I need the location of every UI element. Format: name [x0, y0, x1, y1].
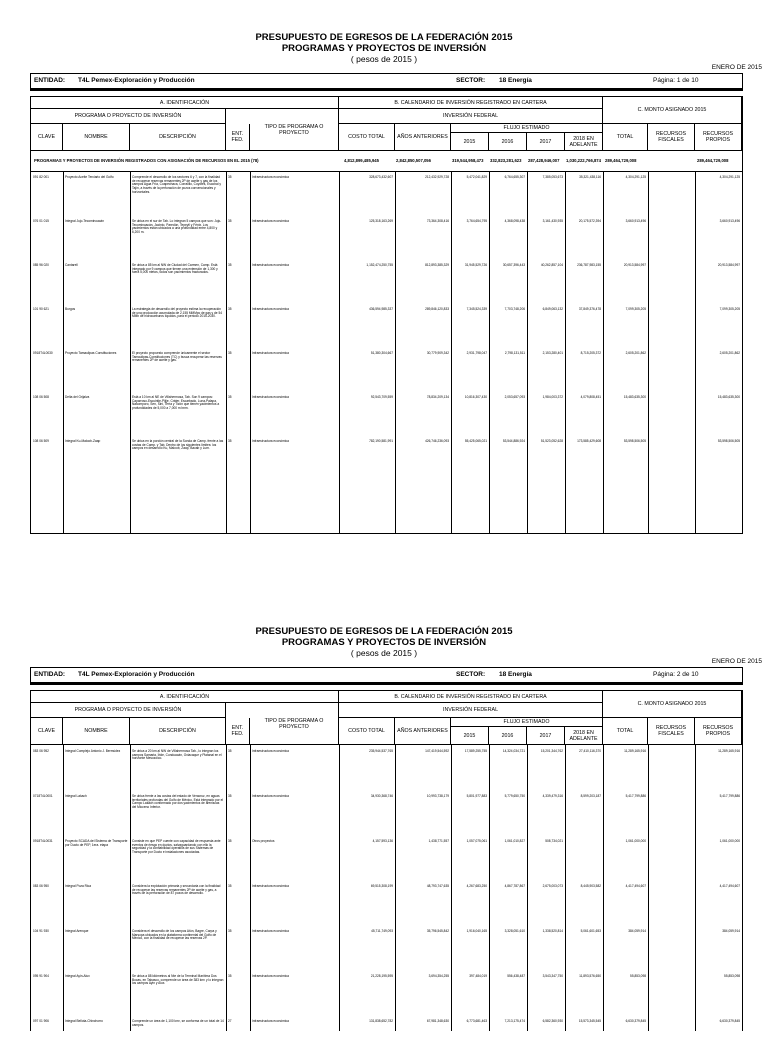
cell-clave: 0918T4L0030	[33, 351, 53, 355]
table-row	[31, 305, 742, 349]
cell-anios: 67,981,348,630	[426, 1019, 449, 1023]
cell-nombre: Integral Poza Rica	[65, 884, 92, 888]
cell-ent: 35	[228, 351, 232, 355]
cell-anios: 212,432,929,728	[425, 175, 449, 179]
cell-tipo: Infraestructura económica	[252, 1019, 289, 1023]
cell-tipo: Infraestructura económica	[252, 307, 289, 311]
col-fiscales: RECURSOS FISCALES	[648, 124, 695, 151]
cell-ent: 35	[228, 263, 232, 267]
cell-2016: 1,061,010,827	[504, 839, 525, 843]
cell-costo: 131,838,652,782	[369, 1019, 393, 1023]
header-calendar: B. CALENDARIO DE INVERSIÓN REGISTRADO EN CARTERA	[339, 691, 603, 703]
header-monto: C. MONTO ASIGNADO 2015	[603, 97, 742, 124]
cell-2018: 8,715,205,372	[580, 351, 601, 355]
header-identification: A. IDENTIFICACIÓN	[31, 97, 339, 109]
cell-2018: 27,410,116,370	[579, 749, 601, 753]
section-propios: 289,464,729,008	[697, 158, 729, 163]
cell-2017: 6,849,063,132	[542, 307, 563, 311]
cell-2016: 53,544,886,924	[502, 439, 525, 443]
page-title: PRESUPUESTO DE EGRESOS DE LA FEDERACIÓN 2015	[255, 626, 513, 637]
col-2016: 2016	[489, 727, 527, 745]
cell-descripcion: Comprende un área de 1,100 km², se conforma de un total de 14 campos.	[132, 1019, 224, 1027]
cell-costo: 45,711,749,093	[371, 929, 393, 933]
col-descripcion: DESCRIPCIÓN	[130, 718, 226, 745]
cell-ent: 35	[228, 749, 232, 753]
cell-descripcion: Comprende el desarrollo de los sectores 6 y 7, con la finalidad de recuperar reservas remanentes 2P de aceite y gas de los campos Agua Fría, Coapechaca, Corralillo, Coyotes, Escobal y Tajín, a través de la perforación de pozos convencionales y horizontales.	[132, 175, 221, 194]
cell-propios: 55,853,098	[724, 974, 740, 978]
section-2016: 332,823,281,623	[490, 158, 522, 163]
col-costo: COSTO TOTAL	[339, 124, 395, 151]
sector-value: 18 Energía	[499, 77, 532, 84]
col-costo: COSTO TOTAL	[339, 718, 395, 745]
cell-clave: 0918T4L0031	[33, 839, 53, 843]
cell-propios: 6,630,379,845	[719, 1019, 740, 1023]
cell-total: 53,598,506,505	[623, 439, 646, 443]
col-total: TOTAL	[603, 124, 648, 151]
cell-descripcion: Se ubica en el sur de Tab. Lo integran 5 campos que son: Jujo-Tecominoacán, Jacinto, Paredón, Tepeyil y Fénix. Los yacimientos están ubicados a una profundidad entre 4,800 y 6,200 m.	[132, 219, 222, 235]
header-calendar: B. CALENDARIO DE INVERSIÓN REGISTRADO EN CARTERA	[339, 97, 603, 109]
cell-propios: 4,417,494,607	[719, 884, 740, 888]
cell-anios: 426,746,236,093	[425, 439, 449, 443]
table-row	[31, 217, 742, 261]
entity-value: T4L Pemex-Exploración y Producción	[78, 671, 195, 678]
cell-2016: 7,213,175,474	[504, 1019, 525, 1023]
cell-2016: 2,053,657,093	[504, 395, 525, 399]
currency-note: ( pesos de 2015 )	[350, 54, 418, 64]
cell-2015: 55,425,065,021	[464, 439, 487, 443]
col-nombre: NOMBRE	[63, 124, 130, 151]
section-2017: 287,428,946,007	[528, 158, 560, 163]
cell-2016: 5,779,650,750	[504, 794, 525, 798]
cell-nombre: Delta del Grijalva	[65, 395, 90, 399]
col-2018: 2018 EN ADELANTE	[565, 727, 603, 745]
cell-total: 11,289,165,916	[624, 749, 646, 753]
sector-label: SECTOR:	[456, 77, 486, 84]
cell-2017: 6,582,360,930	[542, 1019, 563, 1023]
cell-nombre: Integral Bellota-Chinchorro	[65, 1019, 103, 1023]
header-tipo: TIPO DE PROGRAMA O PROYECTO	[250, 703, 339, 745]
cell-2015: 31,945,529,726	[464, 263, 487, 267]
cell-tipo: Infraestructura económica	[252, 929, 289, 933]
page-1-title-block	[0, 32, 768, 64]
col-propios: RECURSOS PROPIOS	[695, 124, 742, 151]
budget-table	[30, 690, 743, 1031]
cell-2015: 1,057,075,061	[466, 839, 487, 843]
cell-clave: 076 01 015	[33, 219, 49, 223]
cell-2015: 17,589,255,755	[464, 749, 487, 753]
cell-nombre: Proyecto Tamaulipas Constituciones	[65, 351, 117, 355]
cell-2018: 173,585,429,608	[577, 439, 601, 443]
cell-2017: 2,675,003,073	[542, 884, 563, 888]
cell-costo: 4,157,593,136	[372, 839, 393, 843]
cell-propios: 5,417,799,886	[719, 794, 740, 798]
table-row	[31, 927, 742, 972]
date-label: ENERO DE 2015	[711, 64, 762, 71]
cell-clave: 083 06 952	[33, 749, 49, 753]
cell-2017: 15,201,344,762	[540, 749, 563, 753]
col-fiscales: RECURSOS FISCALES	[648, 718, 695, 745]
table-row	[31, 747, 742, 792]
cell-nombre: Integral Ku-Maloob-Zaap	[65, 439, 101, 443]
cell-2016: 30,657,396,443	[502, 263, 525, 267]
cell-tipo: Infraestructura económica	[252, 395, 289, 399]
entity-label: ENTIDAD:	[34, 671, 66, 678]
cell-tipo: Infraestructura económica	[252, 974, 289, 978]
entity-bar	[30, 73, 743, 91]
cell-ent: 35	[228, 395, 232, 399]
cell-descripcion: Se ubica a 20 km al NW de Villahermosa Tab., lo integran los campos Samaria, Íride, Cunduacán, Oxiacaque y Platanal en el horizonte Mesozoico.	[132, 749, 222, 761]
cell-2018: 8,599,203,187	[580, 794, 601, 798]
page-subtitle: PROGRAMAS Y PROYECTOS DE INVERSIÓN	[281, 43, 487, 54]
cell-2015: 397,484,019	[469, 974, 487, 978]
col-propios: RECURSOS PROPIOS	[695, 718, 742, 745]
cell-ent: 35	[228, 175, 232, 179]
col-clave: CLAVE	[31, 718, 63, 745]
cell-descripcion: El proyecto propuesto comprende únicamente el sector Tamaulipas-Constituciones (TC) y busca recuperar las reservas remanentes 2P de aceite y gas.	[132, 351, 222, 363]
cell-nombre: Integral Arenque	[65, 929, 89, 933]
cell-propios: 4,304,291,125	[719, 175, 740, 179]
cell-descripcion: Se ubica a 85 km al NW de Ciudad del Carmen, Camp. Está integrado por 9 campos que tienen una extensión de 1,300 y fuera 5,000 ntetos, todos son yacimientos fracturados.	[132, 263, 218, 275]
cell-ent: 35	[228, 307, 232, 311]
header-program: PROGRAMA O PROYECTO DE INVERSIÓN	[31, 109, 226, 124]
cell-nombre: Integral Complejo Antonio J. Bermúdez	[65, 749, 121, 753]
cell-2018: 35,321,438,116	[579, 175, 601, 179]
currency-note: ( pesos de 2015 )	[350, 648, 418, 658]
cell-total: 4,304,291,125	[625, 175, 646, 179]
col-2017: 2017	[527, 727, 565, 745]
cell-tipo: Infraestructura económica	[252, 351, 289, 355]
cell-anios: 48,793,747,635	[426, 884, 449, 888]
cell-descripcion: Se ubica frente a las costas del estado de Veracruz, en aguas territoriales profundas del Golfo de México. Está integrado por el Campo Lakach conformado por dos yacimientos de areniscas del Mioceno Inferior.	[132, 794, 224, 810]
cell-propios: 15,483,635,300	[717, 395, 740, 399]
section-2015: 319,544,958,473	[452, 158, 484, 163]
cell-anios: 289,846,120,833	[425, 307, 449, 311]
header-tipo: TIPO DE PROGRAMA O PROYECTO	[250, 109, 339, 151]
cell-anios: 1,438,771,557	[428, 839, 449, 843]
col-anios: AÑOS ANTERIORES	[395, 718, 451, 745]
cell-clave: 101 90 621	[33, 307, 49, 311]
cell-tipo: Infraestructura económica	[252, 794, 289, 798]
cell-ent: 35	[228, 219, 232, 223]
cell-2018: 11,893,576,650	[579, 974, 601, 978]
cell-2015: 5,472,041,829	[466, 175, 487, 179]
cell-anios: 147,419,544,592	[425, 749, 449, 753]
cell-tipo: Otros proyectos	[252, 839, 275, 843]
col-total: TOTAL	[603, 718, 648, 745]
cell-2015: 4,267,683,250	[466, 884, 487, 888]
col-descripcion: DESCRIPCIÓN	[130, 124, 226, 151]
cell-2015: 5,801,977,883	[466, 794, 487, 798]
table-row	[31, 972, 742, 1017]
section-label: PROGRAMAS Y PROYECTOS DE INVERSIÓN REGISTRADOS CON ASIGNACIÓN DE RECURSOS EN EL 2015 (78)	[34, 158, 259, 163]
cell-clave: 097 01 906	[33, 1019, 49, 1023]
section-anios: 2,842,850,507,056	[396, 158, 431, 163]
cell-2018: 236,787,983,155	[577, 263, 601, 267]
cell-ent: 35	[228, 974, 232, 978]
cell-2017: 7,385,053,673	[542, 175, 563, 179]
cell-2016: 14,324,034,721	[502, 749, 525, 753]
table-row	[31, 437, 742, 481]
cell-clave: 085 96 020	[33, 263, 49, 267]
cell-costo: 328,673,432,607	[369, 175, 393, 179]
cell-costo: 34,930,368,746	[370, 794, 393, 798]
cell-2018: 5,061,601,653	[580, 929, 601, 933]
cell-2017: 1,338,520,814	[542, 929, 563, 933]
cell-2017: 508,734,021	[545, 839, 563, 843]
section-row	[31, 151, 742, 172]
cell-tipo: Infraestructura económica	[252, 439, 289, 443]
cell-propios: 7,099,305,205	[719, 307, 740, 311]
entity-value: T4L Pemex-Exploración y Producción	[78, 77, 195, 84]
cell-2017: 3,543,347,750	[542, 974, 563, 978]
entity-bar	[30, 667, 743, 685]
cell-2016: 556,438,487	[507, 974, 525, 978]
cell-ent: 35	[228, 884, 232, 888]
cell-2017: 2,153,280,401	[542, 351, 563, 355]
cell-total: 55,853,098	[630, 974, 646, 978]
cell-2016: 4,867,787,867	[504, 884, 525, 888]
table-row	[31, 792, 742, 837]
cell-costo: 436,594,985,337	[369, 307, 393, 311]
cell-costo: 235,944,537,765	[369, 749, 393, 753]
cell-total: 20,913,584,997	[623, 263, 646, 267]
cell-2017: 3,161,430,935	[542, 219, 563, 223]
cell-costo: 92,543,709,559	[370, 395, 393, 399]
cell-descripcion: Considera el desarrollo de los campos Atún, Bagre, Carpa y Marsopa ubicados en la plataforma continental del Golfo de México, con la finalidad de recuperar las reservas 2P.	[132, 929, 217, 941]
page-2	[0, 512, 768, 1027]
cell-2015: 7,345,524,339	[466, 307, 487, 311]
header-invfed: INVERSIÓN FEDERAL	[339, 703, 603, 718]
col-2017: 2017	[527, 133, 565, 151]
cell-total: 2,605,201,862	[625, 351, 646, 355]
cell-2016: 3,328,051,610	[504, 929, 525, 933]
page-2-title-block	[0, 626, 768, 658]
col-2015: 2015	[451, 133, 489, 151]
cell-descripcion: Consiste en que PEP cuente con capacidad de respuesta ante eventos de riesgo en ductos, salvaguardando con ello la seguridad y la confiabilidad operativa de sus Sistemas de Transporte por Ducto e instalaciones asociadas.	[132, 839, 221, 855]
cell-2018: 20,175,572,394	[578, 219, 601, 223]
header-monto: C. MONTO ASIGNADO 2015	[603, 691, 742, 718]
section-total: 289,464,729,008	[605, 158, 637, 163]
col-2016: 2016	[489, 133, 527, 151]
cell-ent: 35	[228, 794, 232, 798]
col-2018: 2018 EN ADELANTE	[565, 133, 603, 151]
cell-clave: 108 06 508	[33, 395, 49, 399]
cell-costo: 1,152,474,250,755	[366, 263, 393, 267]
cell-total: 15,483,635,300	[623, 395, 646, 399]
cell-total: 5,417,799,886	[625, 794, 646, 798]
col-anios: AÑOS ANTERIORES	[395, 124, 451, 151]
cell-clave: 091 82 001	[33, 175, 49, 179]
col-clave: CLAVE	[31, 124, 63, 151]
cell-clave: 104 91 930	[33, 929, 49, 933]
cell-ent: 35	[228, 929, 232, 933]
section-2018: 1,030,222,766,874	[566, 158, 601, 163]
cell-2018: 4,079,808,451	[580, 395, 601, 399]
col-nombre: NOMBRE	[63, 718, 130, 745]
cell-2015: 1,916,040,165	[466, 929, 487, 933]
cell-2015: 2,931,798,047	[466, 351, 487, 355]
cell-anios: 3,694,354,255	[428, 974, 449, 978]
cell-clave: 095 91 904	[33, 974, 49, 978]
cell-ent: 27	[228, 1019, 232, 1023]
cell-clave: 108 06 509	[33, 439, 49, 443]
cell-total: 3,660,913,496	[625, 219, 646, 223]
table-row	[31, 173, 742, 217]
cell-propios: 3,660,913,496	[719, 219, 740, 223]
page-subtitle: PROGRAMAS Y PROYECTOS DE INVERSIÓN	[281, 637, 487, 648]
cell-anios: 35,796,545,842	[426, 929, 449, 933]
cell-ent: 35	[228, 439, 232, 443]
table-row	[31, 882, 742, 927]
cell-costo: 125,318,163,269	[369, 219, 393, 223]
table-row	[31, 349, 742, 393]
table-row	[31, 837, 742, 882]
cell-nombre: Proyecto SCADA del Sistema de Transporte por Ducto de PEP, 1era. etapa	[65, 839, 128, 847]
cell-2018: 15,573,345,545	[578, 1019, 601, 1023]
cell-clave: 083 06 950	[33, 884, 49, 888]
cell-propios: 53,598,506,505	[717, 439, 740, 443]
cell-nombre: Integral Jujo-Tecominoacán	[65, 219, 104, 223]
sector-label: SECTOR:	[456, 671, 486, 678]
cell-nombre: Proyecto Aceite Terciario del Golfo	[65, 175, 114, 179]
cell-descripcion: La estrategia de desarrollo del proyecto estima la recuperación de una producción acumulada de 2,155 MMMpc de gas y de 54 MMb de hidrocarburos líquidos, para el periodo 2015-2030.	[132, 307, 223, 319]
cell-tipo: Infraestructura económica	[252, 263, 289, 267]
cell-2015: 6,773,681,463	[466, 1019, 487, 1023]
cell-costo: 51,380,304,667	[370, 351, 393, 355]
cell-total: 384,059,914	[628, 929, 646, 933]
header-flujo: FLUJO ESTIMADO	[451, 124, 603, 133]
cell-descripcion: Considera la explotación primaria y secundaria con la finalidad de recuperar las reservas remanentes 2P de aceite y gas, a través de la perforación de 87 pozos de desarrollo.	[132, 884, 221, 896]
cell-2018: 8,445,903,582	[580, 884, 601, 888]
cell-costo: 782,190,581,991	[369, 439, 393, 443]
cell-anios: 10,993,738,179	[426, 794, 449, 798]
cell-total: 4,417,494,607	[625, 884, 646, 888]
col-ent: ENT. FED.	[226, 718, 250, 745]
col-ent: ENT. FED.	[226, 124, 250, 151]
table-row	[31, 393, 742, 437]
cell-tipo: Infraestructura económica	[252, 175, 289, 179]
table-row	[31, 261, 742, 305]
cell-2017: 4,339,479,316	[542, 794, 563, 798]
cell-2016: 4,368,098,438	[504, 219, 525, 223]
cell-2015: 10,816,307,430	[464, 395, 487, 399]
date-label: ENERO DE 2015	[711, 658, 762, 665]
cell-anios: 30,779,909,342	[426, 351, 449, 355]
page-1	[0, 0, 768, 512]
header-flujo: FLUJO ESTIMADO	[451, 718, 603, 727]
cell-2016: 2,798,131,511	[504, 351, 525, 355]
header-identification: A. IDENTIFICACIÓN	[31, 691, 339, 703]
section-costo: 4,812,899,485,945	[344, 158, 379, 163]
cell-ent: 35	[228, 839, 232, 843]
cell-nombre: Integral Ayin-Alux	[65, 974, 90, 978]
header-program: PROGRAMA O PROYECTO DE INVERSIÓN	[31, 703, 226, 718]
page-title: PRESUPUESTO DE EGRESOS DE LA FEDERACIÓN 2015	[255, 32, 513, 43]
cell-propios: 1,061,000,000	[719, 839, 740, 843]
cell-costo: 69,515,308,199	[370, 884, 393, 888]
entity-label: ENTIDAD:	[34, 77, 66, 84]
page-number: Página: 2 de 10	[653, 671, 699, 678]
cell-2017: 1,984,003,372	[542, 395, 563, 399]
cell-descripcion: Se ubica en la porción central de la Sonda de Camp. frente a las costas de Camp. y Tab. Dentro de los siguientes límites: los campos en desarrollo Ku, Maloob, Zaap, Bacab y Lum.	[132, 439, 224, 451]
cell-anios: 78,834,209,134	[426, 395, 449, 399]
cell-2018: 37,849,376,478	[578, 307, 601, 311]
cell-propios: 11,289,165,916	[718, 749, 740, 753]
cell-propios: 2,605,201,862	[719, 351, 740, 355]
cell-tipo: Infraestructura económica	[252, 219, 289, 223]
sector-value: 18 Energía	[499, 671, 532, 678]
cell-descripcion: Se ubica a 88 kilómetros al Nte de la Terminal Marítima Dos Bocas, en Tabasco, comprende un área de 383 km² y lo integran los campos Ayin y Alux.	[132, 974, 224, 986]
header-invfed: INVERSIÓN FEDERAL	[339, 109, 603, 124]
cell-anios: 73,364,308,416	[426, 219, 449, 223]
cell-2017: 51,523,052,628	[540, 439, 563, 443]
cell-2015: 3,764,654,795	[466, 219, 487, 223]
page-number: Página: 1 de 10	[653, 77, 699, 84]
cell-2016: 6,764,655,307	[504, 175, 525, 179]
cell-descripcion: Está a 10 km al NE de Villahermosa, Tab. Son 9 campos: Caparroso-Escuintle-Pijije, Cráter, Escarbado, Luna-Palapa, Nakomporo, Sen, Sini, Terra y Tizón que tienen yacimientos a profundidades de 5,000 a 7,000 m bnm.	[132, 395, 220, 411]
cell-total: 1,061,000,000	[625, 839, 646, 843]
cell-nombre: Cantarell	[65, 263, 78, 267]
cell-total: 7,099,305,205	[625, 307, 646, 311]
cell-nombre: Integral Lakach	[65, 794, 87, 798]
cell-2016: 7,703,748,206	[504, 307, 525, 311]
cell-propios: 384,059,914	[722, 929, 740, 933]
cell-propios: 20,913,584,997	[717, 263, 740, 267]
cell-tipo: Infraestructura económica	[252, 749, 289, 753]
cell-nombre: Burgos	[65, 307, 76, 311]
cell-costo: 21,228,195,595	[370, 974, 393, 978]
budget-table	[30, 96, 743, 534]
cell-anios: 812,893,385,329	[425, 263, 449, 267]
cell-2017: 40,262,857,104	[540, 263, 563, 267]
cell-tipo: Infraestructura económica	[252, 884, 289, 888]
cell-clave: 0718T4L0001	[33, 794, 53, 798]
col-2015: 2015	[451, 727, 489, 745]
cell-total: 6,630,379,845	[625, 1019, 646, 1023]
